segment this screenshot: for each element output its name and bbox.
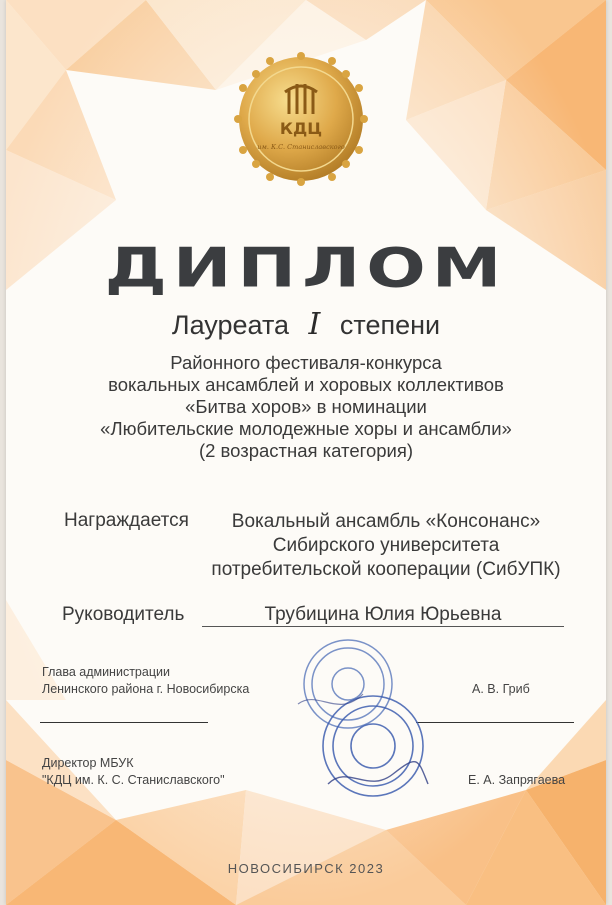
festival-description [6, 352, 606, 462]
director-title-line-2: "КДЦ им. К. С. Станиславского" [42, 773, 225, 787]
gold-seal-logo [234, 52, 368, 186]
degree-prefix: Лауреата [171, 310, 290, 340]
leader-underline [202, 626, 564, 627]
festival-line: вокальных ансамблей и хоровых коллективов [108, 374, 504, 395]
awardee-line: потребительской кооперации (СибУПК) [211, 559, 561, 580]
admin-signature-line-right [416, 722, 574, 723]
director-title [42, 755, 225, 789]
admin-title-line-2: Ленинского района г. Новосибирска [42, 682, 250, 696]
director-name: Е. А. Запрягаева [468, 773, 566, 787]
festival-line: (2 возрастная категория) [198, 440, 414, 461]
admin-name: А. В. Гриб [472, 682, 530, 696]
awardee [196, 510, 576, 582]
degree-line [6, 307, 606, 342]
award-label: Награждается [64, 510, 189, 531]
seal-ring-text: им. К.С. Станиславского [257, 143, 345, 151]
awardee-line: Сибирского университета [272, 535, 500, 556]
degree-suffix: степени [339, 310, 441, 340]
degree-roman-numeral: I [308, 307, 321, 342]
leader-name: Трубицина Юлия Юрьевна [264, 604, 502, 625]
festival-line: Районного фестиваля-конкурса [170, 352, 442, 373]
admin-title-line-1: Глава администрации [42, 665, 170, 679]
director-title-line-1: Директор МБУК [42, 756, 134, 770]
diploma-title: ДИПЛОМ [104, 236, 508, 300]
festival-line: «Любительские молодежные хоры и ансамбли» [100, 418, 512, 439]
admin-title [42, 664, 249, 698]
admin-signature-line [40, 722, 208, 723]
seal-monogram: КДЦ [279, 119, 323, 138]
official-stamps [268, 634, 438, 804]
city-year: НОВОСИБИРСК 2023 [227, 861, 385, 876]
awardee-line: Вокальный ансамбль «Консонанс» [231, 511, 541, 532]
leader-label: Руководитель [62, 604, 185, 625]
diploma-sheet [6, 0, 606, 905]
festival-line: «Битва хоров» в номинации [185, 396, 427, 417]
